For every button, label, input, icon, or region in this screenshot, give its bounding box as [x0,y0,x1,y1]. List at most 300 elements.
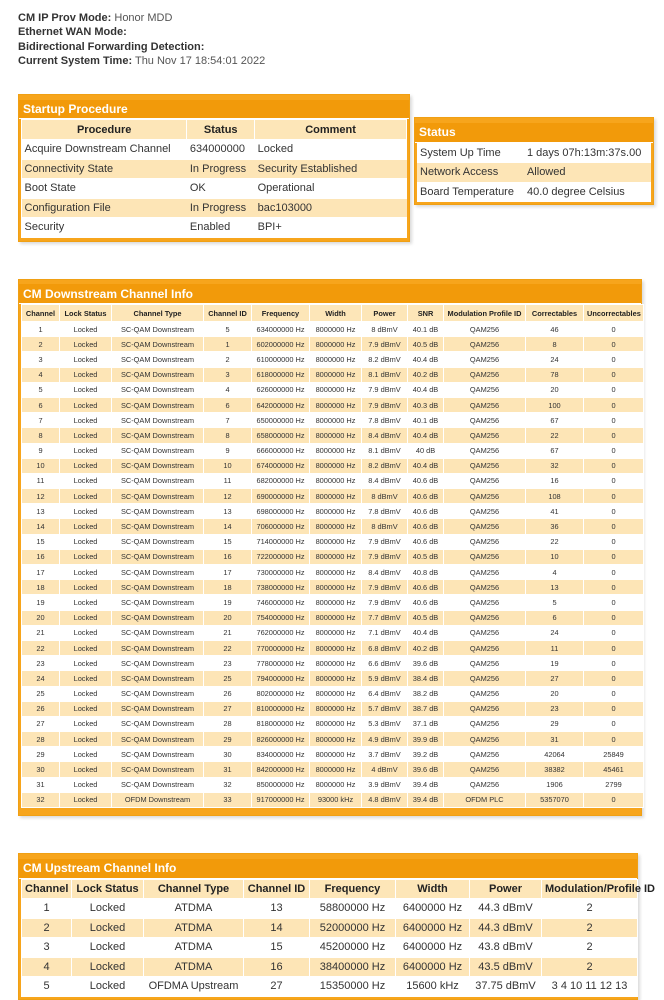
downstream-cell: QAM256 [444,656,526,671]
downstream-cell: 21 [204,625,252,640]
startup-header: Comment [255,120,407,140]
downstream-cell: 24 [526,625,584,640]
info-value: Thu Nov 17 18:54:01 2022 [134,55,266,68]
downstream-cell: 39.6 dB [408,762,444,777]
downstream-cell: 0 [584,640,644,655]
downstream-cell: 67 [526,413,584,428]
downstream-cell: 8 dBmV [362,489,408,504]
startup-row [22,179,407,199]
downstream-cell: Locked [60,367,112,382]
downstream-cell: QAM256 [444,382,526,397]
downstream-cell: Locked [60,732,112,747]
downstream-cell: Locked [60,656,112,671]
upstream-cell: 2 [542,957,638,977]
downstream-header: Uncorrectables [584,305,644,322]
upstream-cell: Locked [72,918,144,938]
status-table [417,143,651,202]
downstream-cell: 826000000 Hz [252,732,310,747]
downstream-cell: 22 [22,640,60,655]
downstream-cell: 810000000 Hz [252,701,310,716]
downstream-cell: 698000000 Hz [252,504,310,519]
downstream-row [22,610,644,625]
upstream-cell: 38400000 Hz [310,957,396,977]
downstream-cell: 8000000 Hz [310,458,362,473]
downstream-cell: SC-QAM Downstream [112,504,204,519]
downstream-cell: Locked [60,382,112,397]
downstream-cell: SC-QAM Downstream [112,625,204,640]
downstream-cell: 11 [204,473,252,488]
downstream-cell: QAM256 [444,565,526,580]
downstream-cell: Locked [60,397,112,412]
downstream-cell: SC-QAM Downstream [112,534,204,549]
downstream-cell: 20 [204,610,252,625]
upstream-cell: 44.3 dBmV [470,918,542,938]
downstream-cell: 32 [22,792,60,807]
downstream-cell: 0 [584,671,644,686]
downstream-cell: 40.6 dB [408,473,444,488]
downstream-cell: 20 [526,382,584,397]
downstream-cell: 8000000 Hz [310,762,362,777]
downstream-cell: 8.2 dBmV [362,458,408,473]
status-title: Status [415,118,653,143]
downstream-cell: Locked [60,458,112,473]
downstream-cell: 8000000 Hz [310,519,362,534]
downstream-cell: SC-QAM Downstream [112,489,204,504]
downstream-cell: 0 [584,473,644,488]
upstream-cell: 15350000 Hz [310,977,396,997]
downstream-cell: 0 [584,397,644,412]
downstream-cell: 0 [584,580,644,595]
upstream-cell: 4 [22,957,72,977]
downstream-cell: 634000000 Hz [252,322,310,337]
downstream-cell: 40.2 dB [408,367,444,382]
downstream-cell: 8000000 Hz [310,656,362,671]
system-info [18,11,265,69]
downstream-channel-title: CM Downstream Channel Info [19,280,641,304]
downstream-cell: 17 [204,565,252,580]
downstream-cell: 738000000 Hz [252,580,310,595]
info-value: Honor MDD [114,12,173,24]
upstream-cell: 2 [542,938,638,958]
startup-cell: Enabled [187,218,255,238]
downstream-cell: 5357070 [526,792,584,807]
downstream-cell: 30 [204,747,252,762]
upstream-row [22,957,638,977]
downstream-cell: 8000000 Hz [310,610,362,625]
upstream-channel-panel [18,853,655,1000]
downstream-cell: 7.9 dBmV [362,580,408,595]
upstream-cell: 2 [22,918,72,938]
downstream-cell: 10 [526,549,584,564]
downstream-cell: 7.9 dBmV [362,534,408,549]
startup-cell: In Progress [187,198,255,218]
downstream-cell: 7.9 dBmV [362,337,408,352]
downstream-cell: 706000000 Hz [252,519,310,534]
downstream-cell: 39.4 dB [408,777,444,792]
startup-cell: 634000000 [187,140,255,160]
startup-cell: OK [187,179,255,199]
downstream-cell: 0 [584,549,644,564]
downstream-cell: 8000000 Hz [310,701,362,716]
startup-cell: In Progress [187,159,255,179]
downstream-cell: 7.9 dBmV [362,397,408,412]
downstream-cell: SC-QAM Downstream [112,382,204,397]
downstream-cell: Locked [60,716,112,731]
upstream-cell: 45200000 Hz [310,938,396,958]
downstream-row [22,686,644,701]
downstream-cell: 40.6 dB [408,580,444,595]
downstream-cell: 8000000 Hz [310,777,362,792]
downstream-cell: SC-QAM Downstream [112,656,204,671]
downstream-cell: Locked [60,762,112,777]
downstream-cell: Locked [60,595,112,610]
info-label: Ethernet WAN Mode: [18,26,127,39]
downstream-cell: SC-QAM Downstream [112,443,204,458]
status-panel [414,117,654,205]
downstream-cell: 8.4 dBmV [362,473,408,488]
downstream-cell: 18 [22,580,60,595]
downstream-cell: 45461 [584,762,644,777]
downstream-header: SNR [408,305,444,322]
startup-cell: Configuration File [22,198,187,218]
downstream-cell: SC-QAM Downstream [112,519,204,534]
downstream-row [22,489,644,504]
info-line [18,25,265,39]
startup-header: Procedure [22,120,187,140]
downstream-cell: 8000000 Hz [310,322,362,337]
downstream-cell: 666000000 Hz [252,443,310,458]
downstream-cell: 40 dB [408,443,444,458]
downstream-cell: 0 [584,792,644,807]
upstream-cell: Locked [72,957,144,977]
downstream-row [22,701,644,716]
downstream-cell: 10 [204,458,252,473]
downstream-cell: 0 [584,565,644,580]
downstream-row [22,777,644,792]
downstream-cell: Locked [60,322,112,337]
downstream-header: Channel ID [204,305,252,322]
downstream-cell: 746000000 Hz [252,595,310,610]
upstream-cell: 44.3 dBmV [470,899,542,919]
downstream-cell: 8000000 Hz [310,428,362,443]
downstream-cell: 8000000 Hz [310,671,362,686]
downstream-row [22,534,644,549]
downstream-cell: 8000000 Hz [310,382,362,397]
downstream-cell: Locked [60,534,112,549]
downstream-cell: 27 [22,716,60,731]
downstream-cell: 4 dBmV [362,762,408,777]
upstream-cell: 6400000 Hz [396,938,470,958]
downstream-cell: 7.8 dBmV [362,504,408,519]
upstream-header: Channel ID [244,880,310,899]
downstream-cell: 28 [204,716,252,731]
downstream-cell: 39.2 dB [408,747,444,762]
downstream-cell: Locked [60,413,112,428]
downstream-cell: 93000 kHz [310,792,362,807]
downstream-cell: 8000000 Hz [310,337,362,352]
downstream-row [22,580,644,595]
downstream-cell: SC-QAM Downstream [112,367,204,382]
downstream-cell: 67 [526,443,584,458]
downstream-cell: 2 [22,337,60,352]
downstream-cell: 1906 [526,777,584,792]
downstream-row [22,322,644,337]
downstream-cell: QAM256 [444,686,526,701]
downstream-cell: 0 [584,352,644,367]
downstream-cell: 40.4 dB [408,625,444,640]
startup-cell: Connectivity State [22,159,187,179]
downstream-cell: 4 [526,565,584,580]
downstream-cell: 14 [22,519,60,534]
downstream-cell: 33 [204,792,252,807]
downstream-cell: 24 [22,671,60,686]
downstream-cell: SC-QAM Downstream [112,549,204,564]
upstream-header: Channel Type [144,880,244,899]
downstream-cell: QAM256 [444,701,526,716]
downstream-cell: 18 [204,580,252,595]
downstream-cell: SC-QAM Downstream [112,716,204,731]
downstream-cell: Locked [60,504,112,519]
downstream-cell: 8.1 dBmV [362,443,408,458]
upstream-cell: 15 [244,938,310,958]
downstream-cell: 30 [22,762,60,777]
downstream-cell: QAM256 [444,489,526,504]
downstream-cell: 6 [204,397,252,412]
downstream-cell: 0 [584,595,644,610]
downstream-cell: 818000000 Hz [252,716,310,731]
downstream-cell: 7.9 dBmV [362,549,408,564]
downstream-cell: 40.1 dB [408,322,444,337]
upstream-cell: ATDMA [144,899,244,919]
downstream-cell: SC-QAM Downstream [112,671,204,686]
downstream-row [22,625,644,640]
downstream-cell: 20 [22,610,60,625]
downstream-row [22,549,644,564]
downstream-cell: 20 [526,686,584,701]
downstream-row [22,519,644,534]
info-line [18,40,265,54]
upstream-row [22,938,638,958]
downstream-cell: 39.9 dB [408,732,444,747]
downstream-cell: 38.2 dB [408,686,444,701]
downstream-cell: 0 [584,625,644,640]
startup-cell: Boot State [22,179,187,199]
upstream-cell: 1 [22,899,72,919]
downstream-cell: 6 [22,397,60,412]
downstream-cell: Locked [60,792,112,807]
downstream-cell: 40.4 dB [408,352,444,367]
downstream-cell: 29 [204,732,252,747]
downstream-cell: 16 [204,549,252,564]
downstream-cell: 0 [584,534,644,549]
downstream-cell: QAM256 [444,413,526,428]
downstream-cell: 4.9 dBmV [362,732,408,747]
downstream-cell: 8 [526,337,584,352]
info-label: Current System Time: [18,55,133,68]
downstream-cell: Locked [60,671,112,686]
downstream-cell: 15 [204,534,252,549]
downstream-cell: 23 [22,656,60,671]
downstream-cell: QAM256 [444,443,526,458]
downstream-cell: 850000000 Hz [252,777,310,792]
startup-row [22,218,407,238]
downstream-cell: SC-QAM Downstream [112,337,204,352]
upstream-header: Lock Status [72,880,144,899]
downstream-cell: 23 [526,701,584,716]
downstream-cell: 39.6 dB [408,656,444,671]
downstream-cell: 762000000 Hz [252,625,310,640]
downstream-cell: 8000000 Hz [310,443,362,458]
downstream-cell: 4.8 dBmV [362,792,408,807]
downstream-cell: QAM256 [444,732,526,747]
downstream-cell: QAM256 [444,762,526,777]
downstream-cell: 40.5 dB [408,610,444,625]
status-cell: Board Temperature [417,182,524,202]
downstream-cell: 22 [526,428,584,443]
downstream-cell: QAM256 [444,625,526,640]
downstream-cell: QAM256 [444,337,526,352]
downstream-cell: 12 [22,489,60,504]
downstream-cell: SC-QAM Downstream [112,777,204,792]
upstream-cell: 37.75 dBmV [470,977,542,997]
downstream-cell: QAM256 [444,549,526,564]
downstream-cell: 37.1 dB [408,716,444,731]
downstream-cell: Locked [60,580,112,595]
upstream-cell: 3 4 10 11 12 13 [542,977,638,997]
downstream-cell: 8000000 Hz [310,397,362,412]
downstream-cell: 26 [22,701,60,716]
downstream-cell: SC-QAM Downstream [112,732,204,747]
info-line [18,54,265,68]
downstream-row [22,640,644,655]
downstream-cell: 794000000 Hz [252,671,310,686]
downstream-cell: 8000000 Hz [310,473,362,488]
status-cell: Allowed [524,163,651,183]
status-row [417,163,651,183]
downstream-cell: 8000000 Hz [310,640,362,655]
downstream-cell: 36 [526,519,584,534]
upstream-cell: 3 [22,938,72,958]
downstream-cell: 8 dBmV [362,519,408,534]
downstream-row [22,565,644,580]
startup-row [22,159,407,179]
downstream-cell: 8000000 Hz [310,625,362,640]
upstream-cell: 13 [244,899,310,919]
downstream-cell: 40.4 dB [408,382,444,397]
downstream-cell: 0 [584,337,644,352]
downstream-row [22,671,644,686]
downstream-cell: 0 [584,686,644,701]
downstream-cell: 40.6 dB [408,519,444,534]
downstream-cell: 7 [22,413,60,428]
downstream-cell: 770000000 Hz [252,640,310,655]
downstream-cell: 610000000 Hz [252,352,310,367]
downstream-cell: 1 [204,337,252,352]
downstream-cell: QAM256 [444,610,526,625]
downstream-cell: 26 [204,686,252,701]
downstream-cell: SC-QAM Downstream [112,428,204,443]
upstream-cell: 16 [244,957,310,977]
downstream-cell: Locked [60,686,112,701]
downstream-cell: 16 [526,473,584,488]
upstream-cell: 27 [244,977,310,997]
downstream-cell: 802000000 Hz [252,686,310,701]
downstream-cell: 0 [584,504,644,519]
downstream-cell: 15 [22,534,60,549]
downstream-cell: 0 [584,732,644,747]
downstream-cell: 9 [22,443,60,458]
startup-cell: Security Established [255,159,407,179]
downstream-cell: 24 [526,352,584,367]
downstream-cell: 8000000 Hz [310,352,362,367]
downstream-cell: 0 [584,489,644,504]
downstream-row [22,397,644,412]
downstream-row [22,747,644,762]
status-cell: 1 days 07h:13m:37s.00 [524,143,651,163]
downstream-cell: 17 [22,565,60,580]
downstream-cell: 618000000 Hz [252,367,310,382]
upstream-header: Power [470,880,542,899]
downstream-cell: 0 [584,519,644,534]
upstream-cell: ATDMA [144,938,244,958]
info-label: CM IP Prov Mode: [18,12,112,24]
downstream-cell: 7 [204,413,252,428]
downstream-row [22,443,644,458]
downstream-cell: 40.6 dB [408,595,444,610]
startup-cell: Locked [255,140,407,160]
downstream-cell: QAM256 [444,640,526,655]
downstream-cell: 8.4 dBmV [362,565,408,580]
downstream-cell: 8000000 Hz [310,716,362,731]
downstream-cell: 690000000 Hz [252,489,310,504]
downstream-row [22,458,644,473]
downstream-cell: 8000000 Hz [310,549,362,564]
startup-cell: Acquire Downstream Channel [22,140,187,160]
downstream-cell: 0 [584,322,644,337]
downstream-cell: 0 [584,458,644,473]
upstream-cell: Locked [72,938,144,958]
downstream-cell: 0 [584,656,644,671]
downstream-cell: 40.4 dB [408,458,444,473]
downstream-cell: 13 [22,504,60,519]
downstream-cell: 0 [584,382,644,397]
downstream-cell: 14 [204,519,252,534]
downstream-cell: 658000000 Hz [252,428,310,443]
downstream-cell: 778000000 Hz [252,656,310,671]
downstream-cell: 8 [22,428,60,443]
downstream-cell: 722000000 Hz [252,549,310,564]
downstream-cell: 11 [22,473,60,488]
downstream-cell: 10 [22,458,60,473]
downstream-cell: 0 [584,428,644,443]
downstream-cell: QAM256 [444,519,526,534]
downstream-cell: 39.4 dB [408,792,444,807]
downstream-cell: QAM256 [444,473,526,488]
startup-row [22,140,407,160]
downstream-cell: Locked [60,777,112,792]
downstream-cell: Locked [60,701,112,716]
startup-cell: bac103000 [255,198,407,218]
downstream-cell: SC-QAM Downstream [112,352,204,367]
downstream-row [22,337,644,352]
downstream-cell: 0 [584,413,644,428]
downstream-cell: 682000000 Hz [252,473,310,488]
upstream-cell: Locked [72,899,144,919]
downstream-cell: 19 [204,595,252,610]
upstream-cell: 43.8 dBmV [470,938,542,958]
downstream-cell: 7.7 dBmV [362,610,408,625]
downstream-cell: 31 [22,777,60,792]
